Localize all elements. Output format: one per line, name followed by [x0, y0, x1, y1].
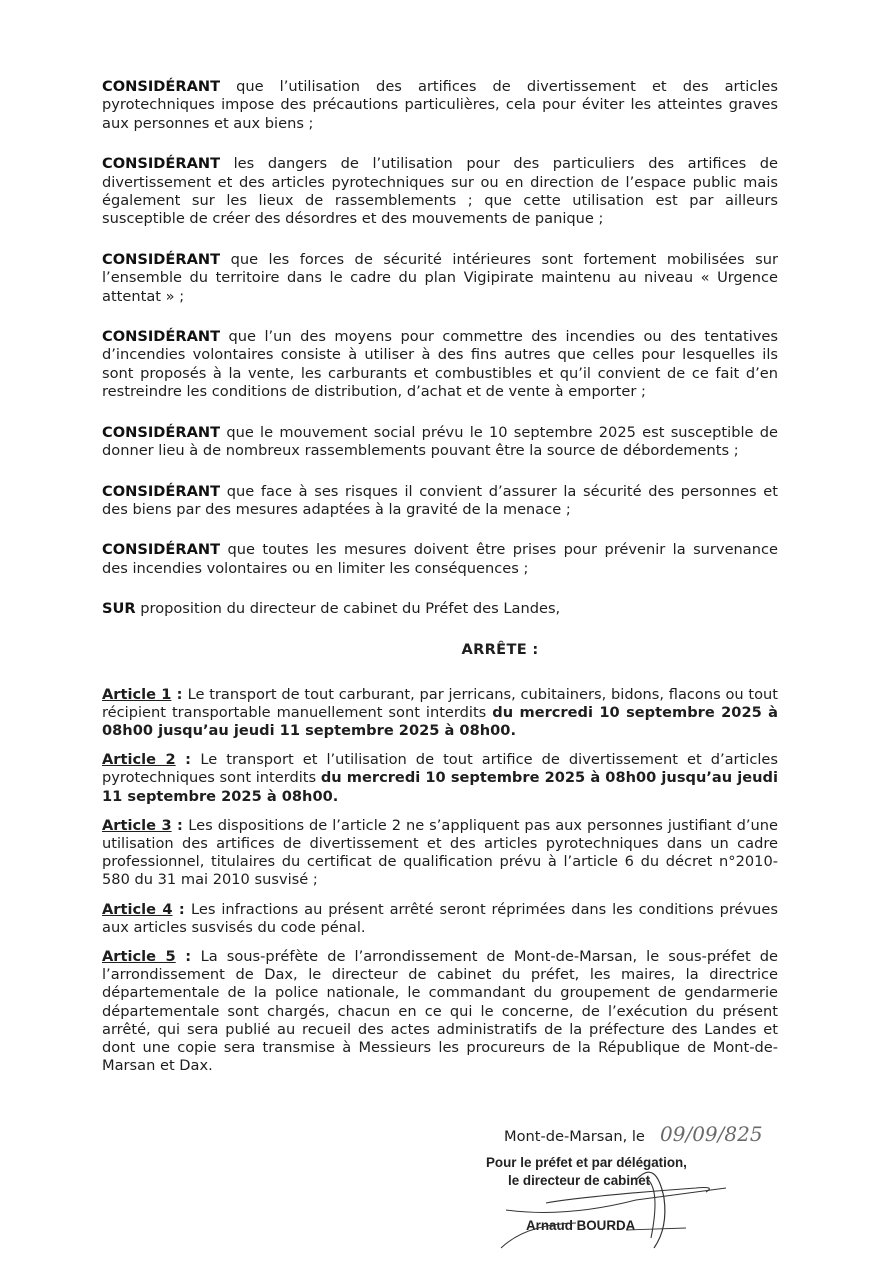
considerant-keyword: CONSIDÉRANT — [102, 328, 221, 346]
article-label: Article 1 — [102, 685, 172, 703]
considerant-paragraph — [102, 600, 778, 618]
article-label: Article 4 — [102, 900, 173, 918]
considerant-keyword: SUR — [102, 600, 136, 618]
delegation-stamp-line2: le directeur de cabinet — [508, 1173, 651, 1188]
signature-place: Mont-de-Marsan, le — [504, 1128, 645, 1145]
considerant-text: que face à ses risques il convient d’assurer la sécurité des personnes et des biens par des mesures adaptées à la gravité de la menace ; — [102, 482, 778, 518]
article-3 — [102, 817, 778, 890]
considerant-text: que l’utilisation des artifices de divertissement et des articles pyrotechniques impose des précautions particulières, cela pour éviter les atteintes graves aux personnes et aux biens ; — [102, 78, 778, 132]
considerant-paragraph — [102, 483, 778, 520]
article-5 — [102, 948, 778, 1075]
arrete-heading: ARRÊTE : — [461, 640, 539, 658]
considerant-text: que toutes les mesures doivent être prises pour prévenir la survenance des incendies volontaires ou en limiter les conséquences ; — [102, 541, 778, 577]
article-text: Les infractions au présent arrêté seront réprimées dans les conditions prévues aux articles susvisés du code pénal. — [102, 900, 778, 936]
article-bold-period: du mercredi 10 septembre 2025 à 08h00 jusqu’au jeudi 11 septembre 2025 à 08h00 — [102, 703, 778, 739]
considerant-text: que le mouvement social prévu le 10 septembre 2025 est susceptible de donner lieu à de nombreux rassemblements pouvant être la source de débordements ; — [102, 423, 778, 460]
signatory-name: Arnaud BOURDA — [526, 1218, 636, 1233]
article-separator: : — [171, 685, 188, 703]
article-separator: : — [172, 900, 191, 918]
article-label: Article 2 — [102, 751, 176, 769]
handwritten-date: 09/09/825 — [660, 1122, 763, 1146]
considerant-keyword: CONSIDÉRANT — [102, 155, 221, 173]
article-bold-period: du mercredi 10 septembre 2025 à 08h00 jusqu’au jeudi 11 septembre 2025 à 08h00 — [102, 769, 778, 805]
article-1 — [102, 686, 778, 741]
considerant-paragraph — [102, 541, 778, 578]
article-label: Article 5 — [102, 947, 176, 965]
considerant-text: les dangers de l’utilisation pour des particuliers des artifices de divertissement et des articles pyrotechniques sur ou en direction de l’espace public mais également sur les lieux de rassemblements ; que cette utilisation est par ailleurs susceptible de créer des désordres et des mouvements de panique ; — [102, 155, 778, 228]
article-end: . — [332, 787, 339, 805]
articles-section — [102, 686, 778, 1076]
document-body — [102, 78, 778, 1086]
considerant-paragraph — [102, 328, 778, 402]
considerant-keyword: CONSIDÉRANT — [102, 541, 221, 559]
considerant-text: proposition du directeur de cabinet du Préfet des Landes, — [135, 600, 561, 618]
article-text: Le transport de tout carburant, par jerricans, cubitainers, bidons, flacons ou tout récipient transportable manuellement sont interdits — [102, 685, 779, 721]
article-label: Article 3 — [102, 816, 172, 834]
considerant-text: que l’un des moyens pour commettre des incendies ou des tentatives d’incendies volontaires consiste à utiliser à des fins autres que celles pour lesquelles ils sont proposés à la vente, les carburants et combustibles et qu’il convient de ce fait d’en restreindre les conditions de distribution, d’achat et de vente à emporter ; — [102, 328, 778, 401]
article-separator: : — [175, 947, 201, 965]
article-text: Le transport et l’utilisation de tout artifice de divertissement et d’articles pyrotechniques sont interdits — [102, 751, 778, 787]
article-separator: : — [175, 751, 201, 769]
article-text: Les dispositions de l’article 2 ne s’appliquent pas aux personnes justifiant d’une utilisation des artifices de divertissement et des articles pyrotechniques dans un cadre professionnel, titulaires du certificat de qualification prévu à l’article 6 du décret n°2010-580 du 31 mai 2010 susvisé ; — [102, 816, 779, 889]
article-separator: : — [171, 816, 189, 834]
considerant-paragraph — [102, 78, 778, 133]
handwritten-signature — [486, 1128, 816, 1253]
signature-block — [486, 1122, 816, 1253]
article-end: . — [510, 721, 516, 739]
article-2 — [102, 751, 778, 806]
considerant-keyword: CONSIDÉRANT — [102, 482, 221, 500]
considerant-text: que les forces de sécurité intérieures sont fortement mobilisées sur l’ensemble du territoire dans le cadre du plan Vigipirate maintenu au niveau « Urgence attentat » ; — [102, 250, 778, 305]
delegation-stamp-line1: Pour le préfet et par délégation, — [486, 1155, 687, 1170]
considerants-section — [102, 78, 778, 619]
article-4 — [102, 901, 778, 937]
considerant-paragraph — [102, 155, 778, 229]
considerant-keyword: CONSIDÉRANT — [102, 250, 221, 268]
considerant-paragraph — [102, 424, 778, 461]
considerant-keyword: CONSIDÉRANT — [102, 78, 221, 95]
article-text: La sous-préfète de l’arrondissement de Mont-de-Marsan, le sous-préfet de l’arrondissement de Dax, le directeur de cabinet du préfet, les maires, la directrice départementale de la police nationale, le commandant du groupement de gendarmerie départementale sont chargés, chacun en ce qui le concerne, de l’exécution du présent arrêté, qui sera publié au recueil des actes administratifs de la préfecture des Landes et dont une copie sera transmise à Messieurs les procureurs de la République de Mont-de-Marsan et Dax. — [102, 947, 779, 1075]
considerant-keyword: CONSIDÉRANT — [102, 423, 221, 441]
considerant-paragraph — [102, 251, 778, 306]
